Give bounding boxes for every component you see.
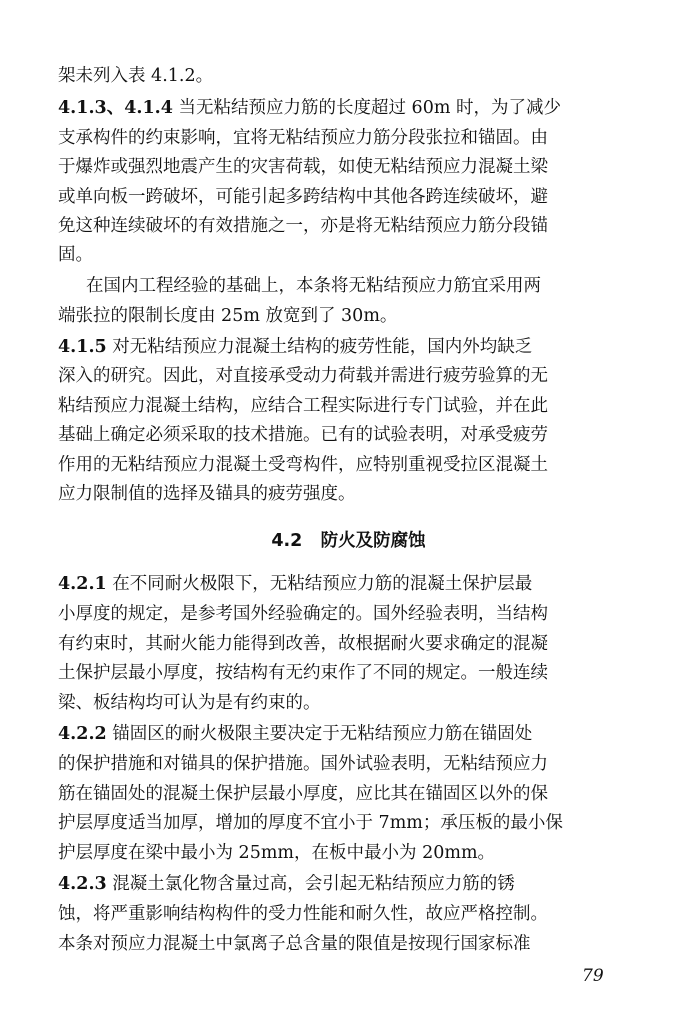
text-line: 应力限制值的选择及锚具的疲劳强度。 bbox=[58, 484, 356, 504]
text-line: 固。 bbox=[58, 245, 93, 265]
text-line: 或单向板一跨破坏，可能引起多跨结构中其他各跨连续破坏，避 bbox=[58, 187, 548, 207]
page-number: 79 bbox=[582, 966, 604, 986]
text-span: 在不同耐火极限下，无粘结预应力筋的混凝土保护层最 bbox=[106, 574, 533, 594]
text-line: 的保护措施和对锚具的保护措施。国外试验表明，无粘结预应力 bbox=[58, 754, 548, 774]
section-number: 4.2 bbox=[271, 531, 303, 551]
text-line bbox=[58, 870, 638, 898]
clause-number: 4.2.1 bbox=[58, 574, 107, 594]
text-line bbox=[58, 333, 638, 361]
text-span: 当无粘结预应力筋的长度超过 60m 时，为了减少 bbox=[172, 98, 561, 118]
text-line: 基础上确定必须采取的技术措施。已有的试验表明，对承受疲劳 bbox=[58, 425, 548, 445]
text-span: 对无粘结预应力混凝土结构的疲劳性能，国内外均缺乏 bbox=[106, 337, 533, 357]
section-title: 防火及防腐蚀 bbox=[320, 531, 426, 551]
text-line bbox=[58, 570, 638, 598]
section-heading bbox=[0, 527, 697, 555]
text-span: 混凝土氯化物含量过高，会引起无粘结预应力筋的锈 bbox=[106, 874, 515, 894]
text-line: 作用的无粘结预应力混凝土受弯构件，应特别重视受拉区混凝土 bbox=[58, 455, 548, 475]
text-line: 于爆炸或强烈地震产生的灾害荷载，如使无粘结预应力混凝土梁 bbox=[58, 157, 548, 177]
text-line: 蚀，将严重影响结构构件的受力性能和耐久性，故应严格控制。 bbox=[58, 904, 548, 924]
text-line: 在国内工程经验的基础上，本条将无粘结预应力筋宜采用两 bbox=[86, 276, 541, 296]
clause-number: 4.2.2 bbox=[58, 724, 107, 744]
text-line: 小厚度的规定，是参考国外经验确定的。国外经验表明，当结构 bbox=[58, 604, 548, 624]
text-line: 深入的研究。因此，对直接承受动力荷载并需进行疲劳验算的无 bbox=[58, 366, 548, 386]
text-line: 护层厚度在梁中最小为 25mm，在板中最小为 20mm。 bbox=[58, 843, 496, 863]
text-line: 端张拉的限制长度由 25m 放宽到了 30m。 bbox=[58, 306, 398, 326]
text-line: 筋在锚固处的混凝土保护层最小厚度，应比其在锚固区以外的保 bbox=[58, 784, 548, 804]
text-line: 护层厚度适当加厚，增加的厚度不宜小于 7mm；承压板的最小保 bbox=[58, 813, 563, 833]
text-line: 架未列入表 4.1.2。 bbox=[58, 66, 214, 86]
text-span: 锚固区的耐火极限主要决定于无粘结预应力筋在锚固处 bbox=[106, 724, 533, 744]
text-line: 支承构件的约束影响，宜将无粘结预应力筋分段张拉和锚固。由 bbox=[58, 128, 548, 148]
text-line bbox=[58, 720, 638, 748]
text-line: 本条对预应力混凝土中氯离子总含量的限值是按现行国家标准 bbox=[58, 934, 531, 954]
text-line bbox=[58, 94, 638, 122]
clause-number: 4.1.3、4.1.4 bbox=[58, 98, 173, 118]
text-line: 免这种连续破坏的有效措施之一，亦是将无粘结预应力筋分段锚 bbox=[58, 216, 548, 236]
text-line: 有约束时，其耐火能力能得到改善，故根据耐火要求确定的混凝 bbox=[58, 634, 548, 654]
text-line: 土保护层最小厚度，按结构有无约束作了不同的规定。一般连续 bbox=[58, 663, 548, 683]
clause-number: 4.2.3 bbox=[58, 874, 107, 894]
text-line: 梁、板结构均可认为是有约束的。 bbox=[58, 693, 321, 713]
clause-number: 4.1.5 bbox=[58, 337, 107, 357]
text-line: 粘结预应力混凝土结构，应结合工程实际进行专门试验，并在此 bbox=[58, 396, 548, 416]
